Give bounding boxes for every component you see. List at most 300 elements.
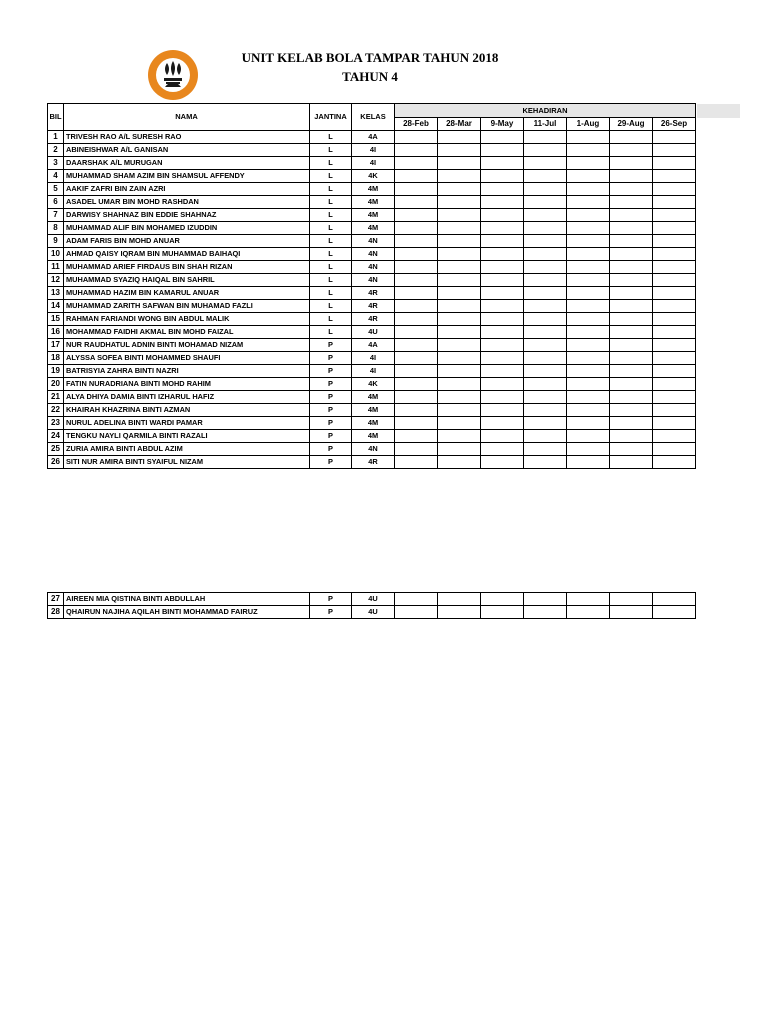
table-row [48, 157, 696, 170]
attendance-cell [438, 313, 481, 326]
attendance-cell [567, 352, 610, 365]
attendance-cell [653, 248, 696, 261]
attendance-cell [653, 222, 696, 235]
attendance-cell [395, 300, 438, 313]
document-subtitle: TAHUN 4 [342, 69, 398, 84]
attendance-cell [524, 404, 567, 417]
student-name: AHMAD QAISY IQRAM BIN MUHAMMAD BAIHAQI [64, 248, 310, 261]
attendance-cell [524, 170, 567, 183]
student-class: 4N [352, 261, 395, 274]
attendance-cell [567, 300, 610, 313]
attendance-cell [610, 131, 653, 144]
attendance-cell [567, 430, 610, 443]
attendance-cell [567, 339, 610, 352]
row-number: 11 [48, 261, 64, 274]
attendance-cell [567, 235, 610, 248]
attendance-cell [395, 352, 438, 365]
table-row [48, 209, 696, 222]
table-row [48, 287, 696, 300]
student-gender: P [310, 417, 352, 430]
student-class: 4I [352, 144, 395, 157]
attendance-cell [610, 352, 653, 365]
attendance-cell [395, 456, 438, 469]
attendance-cell [610, 593, 653, 606]
student-gender: L [310, 287, 352, 300]
attendance-cell [653, 391, 696, 404]
attendance-cell [610, 157, 653, 170]
attendance-cell [438, 352, 481, 365]
date-header: 9-May [481, 118, 524, 131]
attendance-cell [524, 456, 567, 469]
attendance-cell [567, 157, 610, 170]
attendance-cell [438, 391, 481, 404]
attendance-cell [610, 365, 653, 378]
attendance-cell [567, 456, 610, 469]
attendance-cell [438, 235, 481, 248]
attendance-cell [395, 183, 438, 196]
attendance-cell [610, 430, 653, 443]
student-name: DAARSHAK A/L MURUGAN [64, 157, 310, 170]
table-row [48, 593, 696, 606]
attendance-cell [481, 248, 524, 261]
student-class: 4I [352, 352, 395, 365]
attendance-cell [567, 313, 610, 326]
attendance-cell [567, 326, 610, 339]
row-number: 8 [48, 222, 64, 235]
attendance-cell [395, 417, 438, 430]
date-header: 1-Aug [567, 118, 610, 131]
table-row [48, 300, 696, 313]
student-gender: L [310, 326, 352, 339]
table-row [48, 313, 696, 326]
attendance-cell [653, 365, 696, 378]
attendance-cell [567, 131, 610, 144]
student-gender: P [310, 430, 352, 443]
student-class: 4M [352, 222, 395, 235]
student-gender: L [310, 144, 352, 157]
student-name: ALYA DHIYA DAMIA BINTI IZHARUL HAFIZ [64, 391, 310, 404]
attendance-cell [395, 606, 438, 619]
row-number: 18 [48, 352, 64, 365]
row-number: 9 [48, 235, 64, 248]
attendance-cell [653, 606, 696, 619]
row-number: 2 [48, 144, 64, 157]
attendance-cell [610, 378, 653, 391]
attendance-cell [567, 378, 610, 391]
table-row [48, 170, 696, 183]
attendance-cell [481, 144, 524, 157]
attendance-cell [395, 131, 438, 144]
attendance-cell [438, 131, 481, 144]
attendance-cell [524, 593, 567, 606]
row-number: 22 [48, 404, 64, 417]
attendance-cell [653, 300, 696, 313]
attendance-cell [567, 443, 610, 456]
attendance-cell [653, 378, 696, 391]
table-row [48, 235, 696, 248]
attendance-cell [524, 287, 567, 300]
student-name: MOHAMMAD FAIDHI AKMAL BIN MOHD FAIZAL [64, 326, 310, 339]
row-number: 24 [48, 430, 64, 443]
table-row [48, 274, 696, 287]
attendance-cell [567, 183, 610, 196]
attendance-cell [395, 170, 438, 183]
student-name: ALYSSA SOFEA BINTI MOHAMMED SHAUFI [64, 352, 310, 365]
student-name: ASADEL UMAR BIN MOHD RASHDAN [64, 196, 310, 209]
attendance-cell [395, 391, 438, 404]
student-name: DARWISY SHAHNAZ BIN EDDIE SHAHNAZ [64, 209, 310, 222]
student-class: 4U [352, 593, 395, 606]
student-gender: P [310, 404, 352, 417]
attendance-cell [395, 339, 438, 352]
attendance-cell [481, 456, 524, 469]
student-name: MUHAMMAD ALIF BIN MOHAMED IZUDDIN [64, 222, 310, 235]
attendance-cell [481, 378, 524, 391]
row-number: 6 [48, 196, 64, 209]
student-gender: P [310, 593, 352, 606]
attendance-cell [438, 183, 481, 196]
attendance-cell [524, 326, 567, 339]
attendance-cell [653, 131, 696, 144]
attendance-cell [438, 417, 481, 430]
attendance-cell [524, 209, 567, 222]
attendance-cell [653, 456, 696, 469]
attendance-cell [653, 326, 696, 339]
attendance-cell [438, 339, 481, 352]
attendance-cell [610, 443, 653, 456]
student-gender: L [310, 222, 352, 235]
row-number: 21 [48, 391, 64, 404]
document-title: UNIT KELAB BOLA TAMPAR TAHUN 2018 [241, 50, 499, 65]
attendance-cell [567, 170, 610, 183]
attendance-cell [524, 235, 567, 248]
attendance-cell [610, 391, 653, 404]
row-number: 10 [48, 248, 64, 261]
row-number: 20 [48, 378, 64, 391]
attendance-cell [438, 144, 481, 157]
student-class: 4R [352, 313, 395, 326]
table-row [48, 391, 696, 404]
attendance-cell [438, 365, 481, 378]
student-class: 4U [352, 606, 395, 619]
attendance-cell [653, 417, 696, 430]
row-number: 4 [48, 170, 64, 183]
attendance-cell [567, 287, 610, 300]
row-number: 5 [48, 183, 64, 196]
student-class: 4I [352, 157, 395, 170]
attendance-cell [438, 606, 481, 619]
student-class: 4M [352, 183, 395, 196]
attendance-cell [610, 144, 653, 157]
attendance-cell [567, 261, 610, 274]
student-gender: P [310, 606, 352, 619]
student-rows [48, 131, 696, 469]
table-row [48, 443, 696, 456]
attendance-cell [481, 430, 524, 443]
attendance-cell [395, 326, 438, 339]
attendance-cell [524, 313, 567, 326]
attendance-cell [524, 300, 567, 313]
date-header: 29-Aug [610, 118, 653, 131]
attendance-cell [610, 417, 653, 430]
attendance-cell [438, 209, 481, 222]
student-name: QHAIRUN NAJIHA AQILAH BINTI MOHAMMAD FAIRUZ [64, 606, 310, 619]
student-gender: L [310, 170, 352, 183]
row-number: 12 [48, 274, 64, 287]
attendance-cell [438, 404, 481, 417]
attendance-cell [438, 196, 481, 209]
student-gender: L [310, 157, 352, 170]
student-class: 4N [352, 274, 395, 287]
student-gender: L [310, 313, 352, 326]
attendance-cell [395, 313, 438, 326]
attendance-cell [567, 606, 610, 619]
student-gender: L [310, 131, 352, 144]
attendance-cell [567, 593, 610, 606]
attendance-cell [653, 196, 696, 209]
attendance-cell [524, 606, 567, 619]
extra-attendance-table [47, 592, 696, 619]
student-name: AAKIF ZAFRI BIN ZAIN AZRI [64, 183, 310, 196]
attendance-cell [481, 443, 524, 456]
attendance-cell [438, 222, 481, 235]
attendance-cell [481, 209, 524, 222]
attendance-cell [438, 456, 481, 469]
attendance-cell [481, 352, 524, 365]
attendance-table [47, 103, 696, 469]
student-class: 4M [352, 417, 395, 430]
table-row [48, 131, 696, 144]
attendance-cell [438, 430, 481, 443]
attendance-cell [524, 274, 567, 287]
student-name: SITI NUR AMIRA BINTI SYAIFUL NIZAM [64, 456, 310, 469]
student-gender: P [310, 391, 352, 404]
student-gender: L [310, 196, 352, 209]
date-header: 11-Jul [524, 118, 567, 131]
attendance-cell [438, 300, 481, 313]
student-name: BATRISYIA ZAHRA BINTI NAZRI [64, 365, 310, 378]
attendance-cell [610, 170, 653, 183]
attendance-cell [395, 274, 438, 287]
header-kehadiran: KEHADIRAN [395, 104, 696, 118]
student-class: 4R [352, 300, 395, 313]
attendance-cell [610, 606, 653, 619]
student-class: 4A [352, 339, 395, 352]
attendance-cell [653, 352, 696, 365]
header-kelas: KELAS [352, 104, 395, 131]
attendance-cell [653, 144, 696, 157]
attendance-cell [438, 287, 481, 300]
attendance-cell [395, 144, 438, 157]
attendance-cell [481, 339, 524, 352]
attendance-cell [524, 430, 567, 443]
table-row [48, 365, 696, 378]
attendance-cell [653, 170, 696, 183]
student-class: 4M [352, 196, 395, 209]
student-name: RAHMAN FARIANDI WONG BIN ABDUL MALIK [64, 313, 310, 326]
row-number: 1 [48, 131, 64, 144]
attendance-cell [524, 248, 567, 261]
student-class: 4N [352, 443, 395, 456]
attendance-cell [395, 443, 438, 456]
attendance-cell [395, 404, 438, 417]
attendance-cell [567, 248, 610, 261]
attendance-cell [653, 443, 696, 456]
attendance-cell [653, 430, 696, 443]
row-number: 16 [48, 326, 64, 339]
attendance-cell [567, 391, 610, 404]
student-name: ADAM FARIS BIN MOHD ANUAR [64, 235, 310, 248]
table-row [48, 326, 696, 339]
attendance-cell [481, 404, 524, 417]
row-number: 3 [48, 157, 64, 170]
attendance-cell [567, 196, 610, 209]
attendance-cell [481, 196, 524, 209]
table-row [48, 430, 696, 443]
student-class: 4R [352, 287, 395, 300]
table-row [48, 606, 696, 619]
table-row [48, 417, 696, 430]
student-class: 4N [352, 248, 395, 261]
attendance-cell [524, 157, 567, 170]
attendance-cell [438, 378, 481, 391]
attendance-cell [524, 339, 567, 352]
header-nama: NAMA [64, 104, 310, 131]
student-gender: P [310, 456, 352, 469]
student-gender: L [310, 209, 352, 222]
row-number: 17 [48, 339, 64, 352]
row-number: 23 [48, 417, 64, 430]
student-class: 4R [352, 456, 395, 469]
student-gender: P [310, 443, 352, 456]
attendance-cell [653, 593, 696, 606]
attendance-cell [653, 261, 696, 274]
student-class: 4A [352, 131, 395, 144]
attendance-cell [610, 196, 653, 209]
student-name: TRIVESH RAO A/L SURESH RAO [64, 131, 310, 144]
attendance-cell [653, 287, 696, 300]
attendance-cell [610, 235, 653, 248]
row-number: 27 [48, 593, 64, 606]
attendance-cell [567, 222, 610, 235]
student-class: 4K [352, 378, 395, 391]
header-jantina: JANTINA [310, 104, 352, 131]
attendance-cell [481, 287, 524, 300]
row-number: 19 [48, 365, 64, 378]
row-number: 7 [48, 209, 64, 222]
attendance-cell [395, 157, 438, 170]
attendance-cell [610, 183, 653, 196]
attendance-cell [524, 196, 567, 209]
attendance-cell [610, 274, 653, 287]
student-name: MUHAMMAD HAZIM BIN KAMARUL ANUAR [64, 287, 310, 300]
attendance-cell [395, 287, 438, 300]
attendance-cell [481, 157, 524, 170]
attendance-cell [395, 365, 438, 378]
attendance-cell [524, 378, 567, 391]
attendance-cell [610, 261, 653, 274]
student-class: 4M [352, 430, 395, 443]
attendance-cell [653, 209, 696, 222]
table-row [48, 183, 696, 196]
attendance-cell [524, 261, 567, 274]
student-gender: L [310, 235, 352, 248]
student-name: MUHAMMAD SHAM AZIM BIN SHAMSUL AFFENDY [64, 170, 310, 183]
attendance-cell [524, 183, 567, 196]
attendance-cell [653, 235, 696, 248]
student-class: 4N [352, 235, 395, 248]
attendance-cell [395, 235, 438, 248]
attendance-cell [524, 417, 567, 430]
attendance-cell [524, 352, 567, 365]
student-gender: L [310, 183, 352, 196]
attendance-cell [524, 222, 567, 235]
student-class: 4U [352, 326, 395, 339]
student-name: AIREEN MIA QISTINA BINTI ABDULLAH [64, 593, 310, 606]
attendance-cell [438, 261, 481, 274]
attendance-cell [567, 365, 610, 378]
attendance-cell [481, 593, 524, 606]
attendance-cell [438, 274, 481, 287]
student-name: NUR RAUDHATUL ADNIN BINTI MOHAMAD NIZAM [64, 339, 310, 352]
attendance-cell [481, 391, 524, 404]
date-header: 28-Feb [395, 118, 438, 131]
attendance-cell [481, 300, 524, 313]
student-class: 4M [352, 209, 395, 222]
table-row [48, 144, 696, 157]
header-bil: BIL [48, 104, 64, 131]
header-shade [697, 104, 740, 118]
attendance-cell [610, 248, 653, 261]
attendance-cell [524, 144, 567, 157]
attendance-cell [481, 131, 524, 144]
student-class: 4M [352, 391, 395, 404]
table-row [48, 404, 696, 417]
attendance-cell [610, 313, 653, 326]
attendance-cell [653, 313, 696, 326]
row-number: 15 [48, 313, 64, 326]
attendance-cell [524, 365, 567, 378]
attendance-cell [610, 326, 653, 339]
extra-student-rows [48, 593, 696, 619]
table-row [48, 248, 696, 261]
table-row [48, 352, 696, 365]
attendance-cell [395, 593, 438, 606]
attendance-cell [481, 365, 524, 378]
attendance-cell [395, 261, 438, 274]
attendance-cell [481, 606, 524, 619]
student-name: MUHAMMAD ARIEF FIRDAUS BIN SHAH RIZAN [64, 261, 310, 274]
student-gender: L [310, 248, 352, 261]
table-row [48, 196, 696, 209]
attendance-cell [481, 417, 524, 430]
attendance-cell [610, 287, 653, 300]
student-gender: L [310, 300, 352, 313]
attendance-cell [438, 248, 481, 261]
attendance-cell [610, 404, 653, 417]
attendance-cell [438, 443, 481, 456]
student-gender: P [310, 365, 352, 378]
date-header: 28-Mar [438, 118, 481, 131]
student-name: ZURIA AMIRA BINTI ABDUL AZIM [64, 443, 310, 456]
attendance-cell [438, 593, 481, 606]
attendance-cell [653, 183, 696, 196]
attendance-cell [610, 339, 653, 352]
attendance-cell [395, 196, 438, 209]
attendance-cell [567, 144, 610, 157]
attendance-cell [567, 417, 610, 430]
table-row [48, 222, 696, 235]
